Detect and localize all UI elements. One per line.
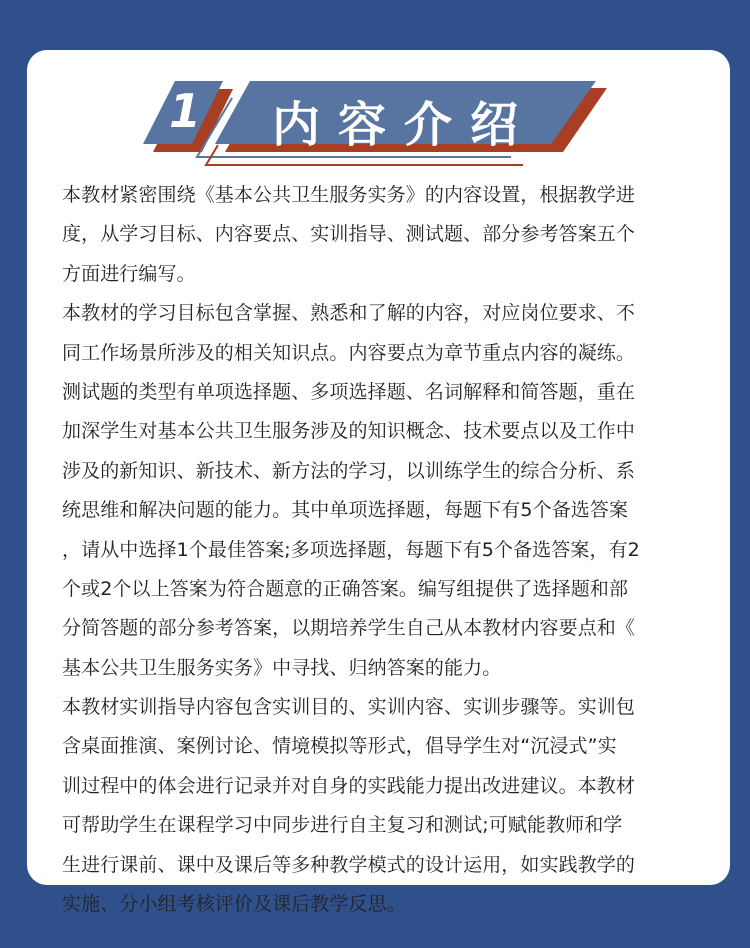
text-line: 加深学生对基本公共卫生服务涉及的知识概念、技术要点以及工作中 (62, 420, 636, 443)
text-line: 涉及的新知识、新技术、新方法的学习，以训练学生的综合分析、系 (62, 459, 636, 482)
paragraph (62, 294, 702, 373)
text-line: 分简答题的部分参考答案，以期培养学生自己从本教材内容要点和《 (62, 617, 636, 640)
text-line: 含桌面推演、案例讨论、情境模拟等形式，倡导学生对“沉浸式”实 (62, 735, 617, 758)
text-line: 同工作场景所涉及的相关知识点。内容要点为章节重点内容的凝练。 (62, 341, 636, 364)
text-line: 本教材的学习目标包含掌握、熟悉和了解的内容，对应岗位要求、不 (62, 302, 636, 325)
paragraph (62, 688, 702, 924)
text-line: ，请从中选择1个最佳答案;多项选择题，每题下有5个备选答案，有2 (62, 538, 640, 561)
intro-text (62, 176, 702, 924)
text-line: 个或2个以上答案为符合题意的正确答案。编写组提供了选择题和部 (62, 577, 629, 600)
text-line: 生进行课前、课中及课后等多种教学模式的设计运用，如实践教学的 (62, 853, 636, 876)
section-title: 内容介绍 (272, 97, 537, 153)
text-line: 可帮助学生在课程学习中同步进行自主复习和测试;可赋能教师和学 (62, 814, 623, 837)
text-line: 实施、分小组考核评价及课后教学反思。 (62, 893, 406, 916)
section-number: 1 (168, 84, 201, 138)
text-line: 方面进行编写。 (62, 262, 196, 285)
text-line: 本教材紧密围绕《基本公共卫生服务实务》的内容设置，根据教学进 (62, 184, 636, 206)
text-line: 统思维和解决问题的能力。其中单项选择题，每题下有5个备选答案 (62, 499, 629, 522)
text-line: 基本公共卫生服务实务》中寻找、归纳答案的能力。 (62, 656, 502, 679)
text-line: 训过程中的体会进行记录并对自身的实践能力提出改进建议。本教材 (62, 774, 636, 797)
text-line: 测试题的类型有单项选择题、多项选择题、名词解释和简答题，重在 (62, 380, 636, 403)
paragraph (62, 373, 702, 688)
paragraph (62, 176, 702, 294)
text-line: 本教材实训指导内容包含实训目的、实训内容、实训步骤等。实训包 (62, 696, 636, 719)
text-line: 度，从学习目标、内容要点、实训指导、测试题、部分参考答案五个 (62, 223, 636, 246)
